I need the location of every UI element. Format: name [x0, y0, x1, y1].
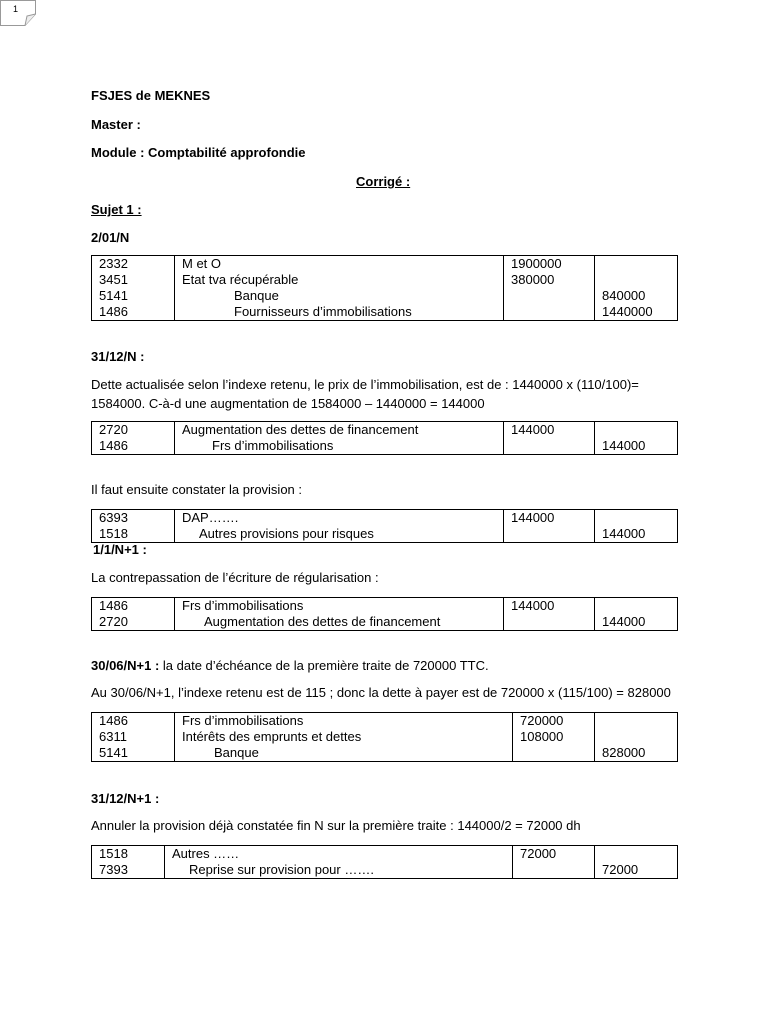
date-heading-5: 31/12/N+1 :: [91, 791, 160, 806]
account-cell: 1486 2720: [92, 598, 175, 631]
account-cell: 2720 1486: [92, 422, 175, 455]
journal-table-6: [91, 845, 678, 879]
journal-table-1: [91, 255, 678, 321]
paragraph-due-date: [91, 658, 489, 673]
master-heading: Master :: [91, 117, 141, 132]
page-number: 1: [13, 4, 19, 14]
label-cell: DAP……. Autres provisions pour risques: [175, 510, 504, 543]
subject-heading: Sujet 1 :: [91, 202, 142, 217]
paragraph-provision: Il faut ensuite constater la provision :: [91, 482, 303, 497]
table-row: [92, 598, 678, 631]
label-cell: Frs d’immobilisations Augmentation des dettes de financement: [175, 598, 504, 631]
account-cell: 2332 3451 5141 1486: [92, 256, 175, 321]
debit-cell: 72000: [513, 846, 595, 879]
table-row: [92, 256, 678, 321]
table-row: [92, 422, 678, 455]
table-row: [92, 713, 678, 762]
account-cell: 1486 6311 5141: [92, 713, 175, 762]
date-heading-1: 2/01/N: [91, 230, 130, 245]
credit-cell: 72000: [595, 846, 678, 879]
paragraph-cancel-provision: Annuler la provision déjà constatée fin N sur la première traite : 144000/2 = 72000 dh: [91, 818, 581, 833]
journal-table-3: [91, 509, 678, 543]
account-cell: 6393 1518: [92, 510, 175, 543]
credit-cell: 144000: [595, 422, 678, 455]
date-heading-2: 31/12/N :: [91, 349, 145, 364]
module-heading: Module : Comptabilité approfondie: [91, 145, 306, 160]
label-cell: M et O Etat tva récupérable Banque Fournisseurs d’immobilisations: [175, 256, 504, 321]
table-row: [92, 846, 678, 879]
credit-cell: 144000: [595, 510, 678, 543]
paragraph-reversal: La contrepassation de l’écriture de régularisation :: [91, 570, 379, 585]
debit-cell: 1900000 380000: [504, 256, 595, 321]
page-title: Corrigé :: [356, 174, 411, 189]
paragraph-index: Au 30/06/N+1, l’indexe retenu est de 115 ; donc la dette à payer est de 720000 x (115/100) = 828000: [91, 685, 671, 700]
credit-cell: 144000: [595, 598, 678, 631]
paragraph-debt-update: Dette actualisée selon l’indexe retenu, le prix de l’immobilisation, est de : 1440000 x (110/100)= 1584000. C-à-d une augmentation de 1584000 – 1440000 = 144000: [91, 377, 639, 411]
debit-cell: 144000: [504, 422, 595, 455]
label-cell: Frs d’immobilisations Intérêts des emprunts et dettes Banque: [175, 713, 513, 762]
account-cell: 1518 7393: [92, 846, 165, 879]
institution-heading: FSJES de MEKNES: [91, 88, 211, 103]
journal-table-5: [91, 712, 678, 762]
journal-table-4: [91, 597, 678, 631]
label-cell: Autres …… Reprise sur provision pour …….: [165, 846, 513, 879]
debit-cell: 720000 108000: [513, 713, 595, 762]
credit-cell: 828000: [595, 713, 678, 762]
debit-cell: 144000: [504, 598, 595, 631]
label-cell: Augmentation des dettes de financement Frs d’immobilisations: [175, 422, 504, 455]
journal-table-2: [91, 421, 678, 455]
credit-cell: 840000 1440000: [595, 256, 678, 321]
date-heading-4: 30/06/N+1 :: [91, 658, 160, 673]
page-number-tab: [0, 0, 36, 26]
table-row: [92, 510, 678, 543]
debit-cell: 144000: [504, 510, 595, 543]
date-heading-3: 1/1/N+1 :: [93, 542, 147, 557]
due-date-text: la date d’échéance de la première traite de 720000 TTC.: [159, 658, 489, 673]
